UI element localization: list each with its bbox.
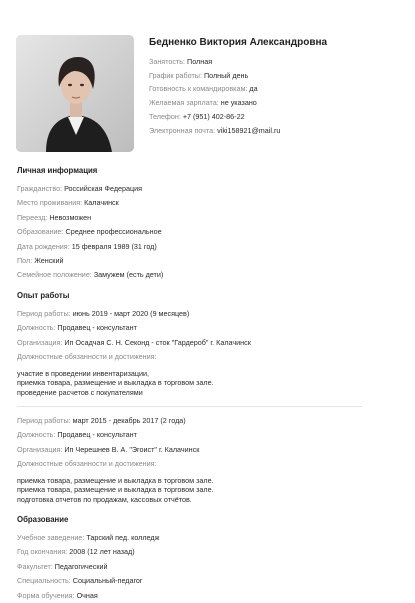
job-position-label: Должность:: [17, 323, 56, 333]
job-duties-label: Должностные обязанности и достижения:: [17, 352, 157, 362]
employment-label: Занятость:: [149, 57, 186, 66]
job-duty-line: участие в проведении инвентаризации,: [17, 368, 150, 378]
education-title: Образование: [17, 515, 69, 524]
travel-row: [149, 82, 404, 96]
profile-header: [149, 37, 404, 137]
job-entry: [17, 307, 397, 398]
schedule-row: [149, 69, 404, 83]
job-position-row: [17, 428, 397, 442]
marital-status-label: Семейное положение:: [17, 270, 92, 280]
institution-row: [17, 531, 397, 545]
experience-title: Опыт работы: [17, 291, 70, 300]
gender-value: Женский: [34, 256, 64, 266]
study-form-label: Форма обучения:: [17, 590, 75, 600]
job-duty-line: приемка товара, размещение и выкладка в торговом зале.: [17, 475, 214, 485]
personal-info-section: [17, 166, 397, 283]
job-duty-line: приемка товара, размещение и выкладка в торговом зале.: [17, 485, 214, 495]
citizenship-value: Российская Федерация: [64, 184, 143, 193]
citizenship-label: Гражданство:: [17, 184, 63, 193]
job-period-row: [17, 414, 397, 428]
employment-row: [149, 55, 404, 69]
education-level-row: [17, 225, 397, 239]
email-value[interactable]: viki158921@mail.ru: [217, 125, 281, 135]
graduation-year-row: [17, 545, 397, 559]
schedule-value: Полный день: [203, 70, 249, 80]
job-duty-line: подготовка отчетов по продажам, кассовых отчётов.: [17, 495, 192, 505]
profile-photo: [16, 35, 134, 152]
job-org-value: Ип Черешнев В. А. "Эгоист" г. Калачинск: [64, 444, 200, 454]
specialty-label: Специальность:: [17, 576, 71, 586]
relocation-row: [17, 211, 397, 225]
relocation-label: Переезд:: [17, 212, 48, 222]
marital-status-row: [17, 268, 397, 282]
salary-value: не указано: [220, 98, 257, 108]
relocation-value: Невозможен: [49, 212, 92, 222]
experience-section: [17, 291, 397, 505]
job-org-label: Организация:: [17, 337, 63, 347]
marital-status-value: Замужем (есть дети): [93, 270, 164, 280]
phone-value[interactable]: +7 (951) 402-86-22: [182, 111, 245, 121]
faculty-value: Педагогический: [54, 561, 108, 571]
job-position-value: Продавец - консультант: [57, 323, 137, 333]
job-position-label: Должность:: [17, 430, 56, 440]
birth-date-row: [17, 240, 397, 254]
job-position-row: [17, 321, 397, 335]
study-form-row: [17, 589, 397, 603]
citizenship-row: [17, 182, 397, 196]
job-period-row: [17, 307, 397, 321]
travel-value: да: [249, 84, 258, 94]
job-duties-label: Должностные обязанности и достижения:: [17, 459, 157, 469]
gender-label: Пол:: [17, 256, 33, 266]
institution-label: Учебное заведение:: [17, 533, 85, 542]
personal-info-title: Личная информация: [17, 166, 98, 175]
education-section: [17, 515, 397, 603]
job-period-label: Период работы:: [17, 416, 71, 426]
institution-value: Тарский пед. колледж: [86, 533, 160, 542]
employment-value: Полная: [187, 57, 213, 66]
study-form-value: Очная: [76, 590, 98, 600]
birth-date-label: Дата рождения:: [17, 241, 70, 251]
email-row: [149, 124, 404, 138]
faculty-label: Факультет:: [17, 561, 53, 571]
job-divider: [17, 406, 362, 407]
phone-label: Телефон:: [149, 111, 181, 121]
residence-value: Калачинск: [84, 198, 119, 208]
job-org-row: [17, 443, 397, 457]
residence-label: Место проживания:: [17, 198, 83, 208]
salary-label: Желаемая зарплата:: [149, 98, 219, 108]
salary-row: [149, 96, 404, 110]
job-position-value: Продавец - консультант: [57, 430, 137, 440]
job-period-value: июнь 2019 - март 2020 (9 месяцев): [72, 309, 190, 318]
job-period-value: март 2015 - декабрь 2017 (2 года): [72, 416, 186, 426]
job-duty-line: проведение расчетов с покупателями: [17, 388, 143, 398]
candidate-name: Бедненко Виктория Александровна: [149, 37, 328, 48]
email-label: Электронная почта:: [149, 125, 216, 135]
profile-photo-image: [16, 35, 134, 152]
phone-row: [149, 110, 404, 124]
graduation-year-value: 2008 (12 лет назад): [69, 547, 135, 557]
education-level-value: Среднее профессиональное: [65, 227, 162, 237]
graduation-year-label: Год окончания:: [17, 547, 68, 557]
job-duty-line: приемка товара, размещение и выкладка в торговом зале.: [17, 378, 214, 388]
birth-date-value: 15 февраля 1989 (31 год): [71, 241, 157, 251]
job-entry: [17, 414, 397, 505]
specialty-row: [17, 574, 397, 588]
specialty-value: Социальный-педагог: [72, 576, 143, 586]
job-org-value: Ип Осадчая С. Н. Секонд - сток "Гардероб" г. Калачинск: [64, 337, 251, 347]
travel-label: Готовность к командировкам:: [149, 84, 248, 94]
job-org-row: [17, 336, 397, 350]
education-level-label: Образование:: [17, 227, 64, 237]
job-org-label: Организация:: [17, 444, 63, 454]
faculty-row: [17, 560, 397, 574]
schedule-label: График работы:: [149, 70, 202, 80]
job-period-label: Период работы:: [17, 309, 71, 318]
gender-row: [17, 254, 397, 268]
residence-row: [17, 196, 397, 210]
